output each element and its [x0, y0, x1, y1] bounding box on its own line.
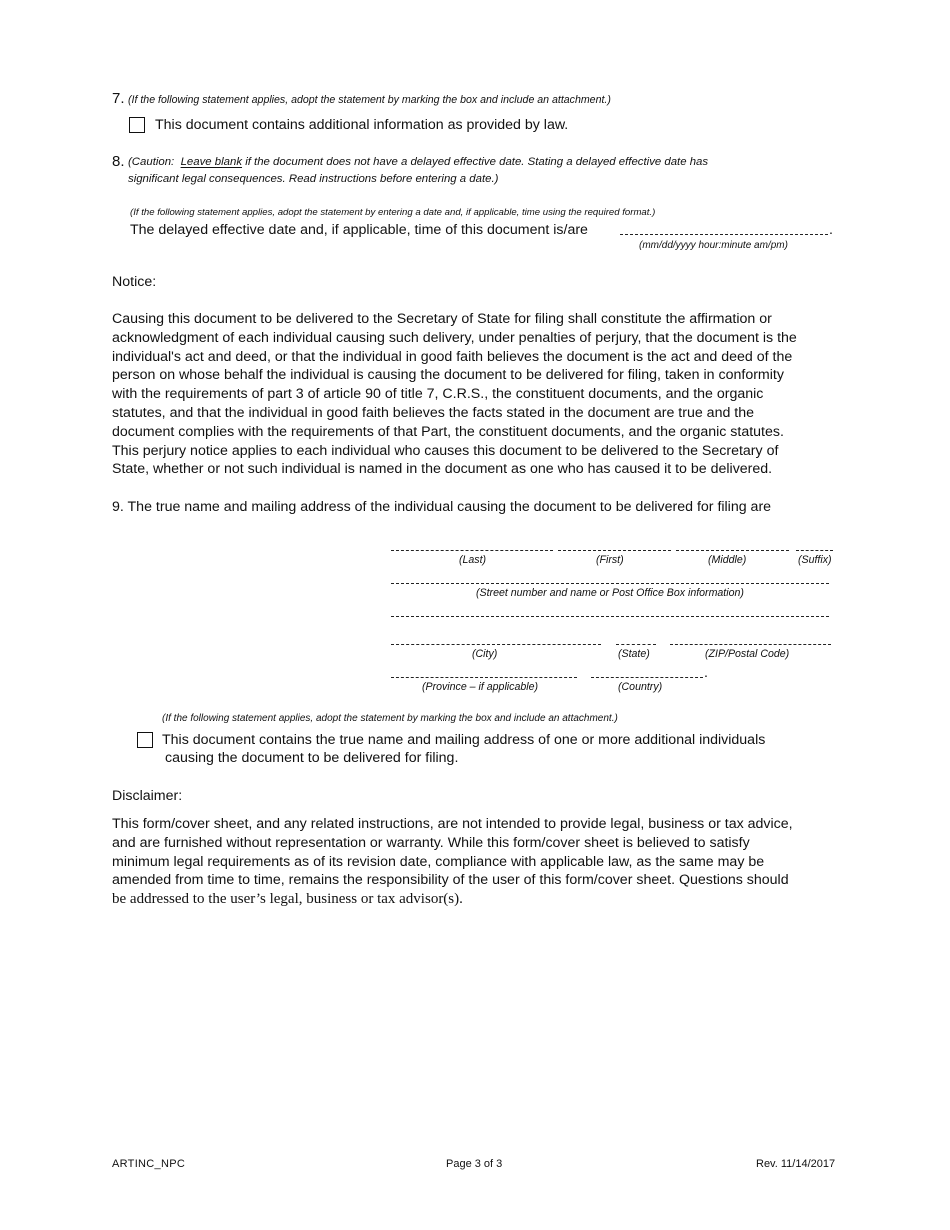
- first-label: (First): [596, 554, 624, 566]
- item9-statement: 9. The true name and mailing address of the individual causing the document to be delivered for filing are: [112, 499, 772, 515]
- last-name-field[interactable]: [391, 550, 553, 551]
- suffix-label: (Suffix): [798, 554, 832, 566]
- notice-line: document complies with the requirements of that Part, the constituent documents, and the organic statutes.: [112, 423, 784, 440]
- additional-individuals-line1: This document contains the true name and mailing address of one or more additional individuals: [162, 732, 766, 748]
- item7-checkbox[interactable]: [129, 117, 145, 133]
- footer-revision: Rev. 11/14/2017: [756, 1158, 836, 1170]
- country-field[interactable]: [591, 677, 703, 678]
- disclaimer-line: and are furnished without representation or warranty. While this form/cover sheet is believed to satisfy: [112, 834, 750, 851]
- disclaimer-paragraph: [112, 815, 837, 909]
- disclaimer-last-line: be addressed to the user’s legal, business or tax advisor(s).: [112, 891, 463, 908]
- province-field[interactable]: [391, 677, 577, 678]
- notice-heading: Notice:: [112, 274, 157, 290]
- street-address-line2-field[interactable]: [391, 616, 829, 617]
- notice-line: Causing this document to be delivered to the Secretary of State for filing shall constitute the affirmation or: [112, 311, 772, 327]
- zip-field[interactable]: [670, 644, 831, 645]
- city-field[interactable]: [391, 644, 601, 645]
- footer-form-id: ARTINC_NPC: [112, 1158, 186, 1170]
- disclaimer-line: amended from time to time, remains the responsibility of the user of this form/cover sheet. Questions should: [112, 872, 789, 889]
- notice-line: statutes, and that the individual in good faith believes the facts stated in the document are true and the: [112, 404, 755, 421]
- disclaimer-heading: Disclaimer:: [112, 788, 183, 804]
- state-label: (State): [618, 648, 650, 660]
- country-label: (Country): [618, 681, 663, 693]
- province-label: (Province – if applicable): [422, 681, 538, 693]
- last-label: (Last): [459, 554, 487, 566]
- item7-statement: This document contains additional information as provided by law.: [155, 117, 569, 133]
- notice-line: individual's act and deed, or that the individual in good faith believes the document is the act and deed of the: [112, 348, 793, 365]
- item8-number: 8.: [112, 153, 125, 170]
- zip-label: (ZIP/Postal Code): [705, 648, 790, 660]
- disclaimer-line: minimum legal requirements as of its revision date, compliance with applicable law, as the same may be: [112, 853, 765, 870]
- city-label: (City): [472, 648, 498, 660]
- item8-instruction: (If the following statement applies, adopt the statement by entering a date and, if applicable, time using the required format.): [130, 207, 656, 218]
- caution-leave-blank: Leave blank: [180, 156, 243, 168]
- notice-line: State, whether or not such individual is named in the document as one who has caused it to be delivered.: [112, 461, 773, 478]
- disclaimer-line: This form/cover sheet, and any related instructions, are not intended to provide legal, business or tax advice,: [112, 816, 793, 832]
- caution-rest: if the document does not have a delayed effective date. Stating a delayed effective date has: [245, 156, 709, 168]
- item9-period: .: [704, 665, 708, 681]
- item9-instruction: (If the following statement applies, adopt the statement by marking the box and include an attachment.): [162, 713, 618, 724]
- item8-statement: The delayed effective date and, if applicable, time of this document is/are: [130, 222, 588, 238]
- item8-caution-line1: [128, 156, 708, 168]
- item7-instruction: (If the following statement applies, adopt the statement by marking the box and include an attachment.): [128, 94, 611, 106]
- item7-number: 7.: [112, 90, 125, 107]
- delayed-effective-date-field[interactable]: [620, 234, 828, 235]
- notice-line: with the requirements of part 3 of article 90 of title 7, C.R.S., the constituent documents, and the organic: [112, 386, 764, 403]
- footer-page-number: Page 3 of 3: [446, 1158, 503, 1170]
- street-address-field[interactable]: [391, 583, 829, 584]
- notice-line: acknowledgment of each individual causing such delivery, under penalties of perjury, that the document is the: [112, 329, 797, 346]
- middle-label: (Middle): [708, 554, 747, 566]
- notice-line: person on whose behalf the individual is causing the document to be delivered for filing, taken in conformity: [112, 367, 784, 384]
- item8-caution-line2: significant legal consequences. Read instructions before entering a date.): [128, 173, 499, 185]
- additional-individuals-line2: causing the document to be delivered for filing.: [165, 750, 459, 766]
- state-field[interactable]: [616, 644, 656, 645]
- middle-name-field[interactable]: [676, 550, 789, 551]
- item8-period: .: [829, 222, 833, 238]
- date-format-hint: (mm/dd/yyyy hour:minute am/pm): [639, 240, 788, 251]
- caution-prefix: (Caution:: [128, 156, 175, 168]
- notice-paragraph: [112, 310, 837, 479]
- street-label: (Street number and name or Post Office Box information): [476, 587, 744, 599]
- notice-line: This perjury notice applies to each individual who causes this document to be delivered to the Secretary of: [112, 442, 779, 459]
- suffix-field[interactable]: [796, 550, 833, 551]
- additional-individuals-checkbox[interactable]: [137, 732, 153, 748]
- first-name-field[interactable]: [558, 550, 671, 551]
